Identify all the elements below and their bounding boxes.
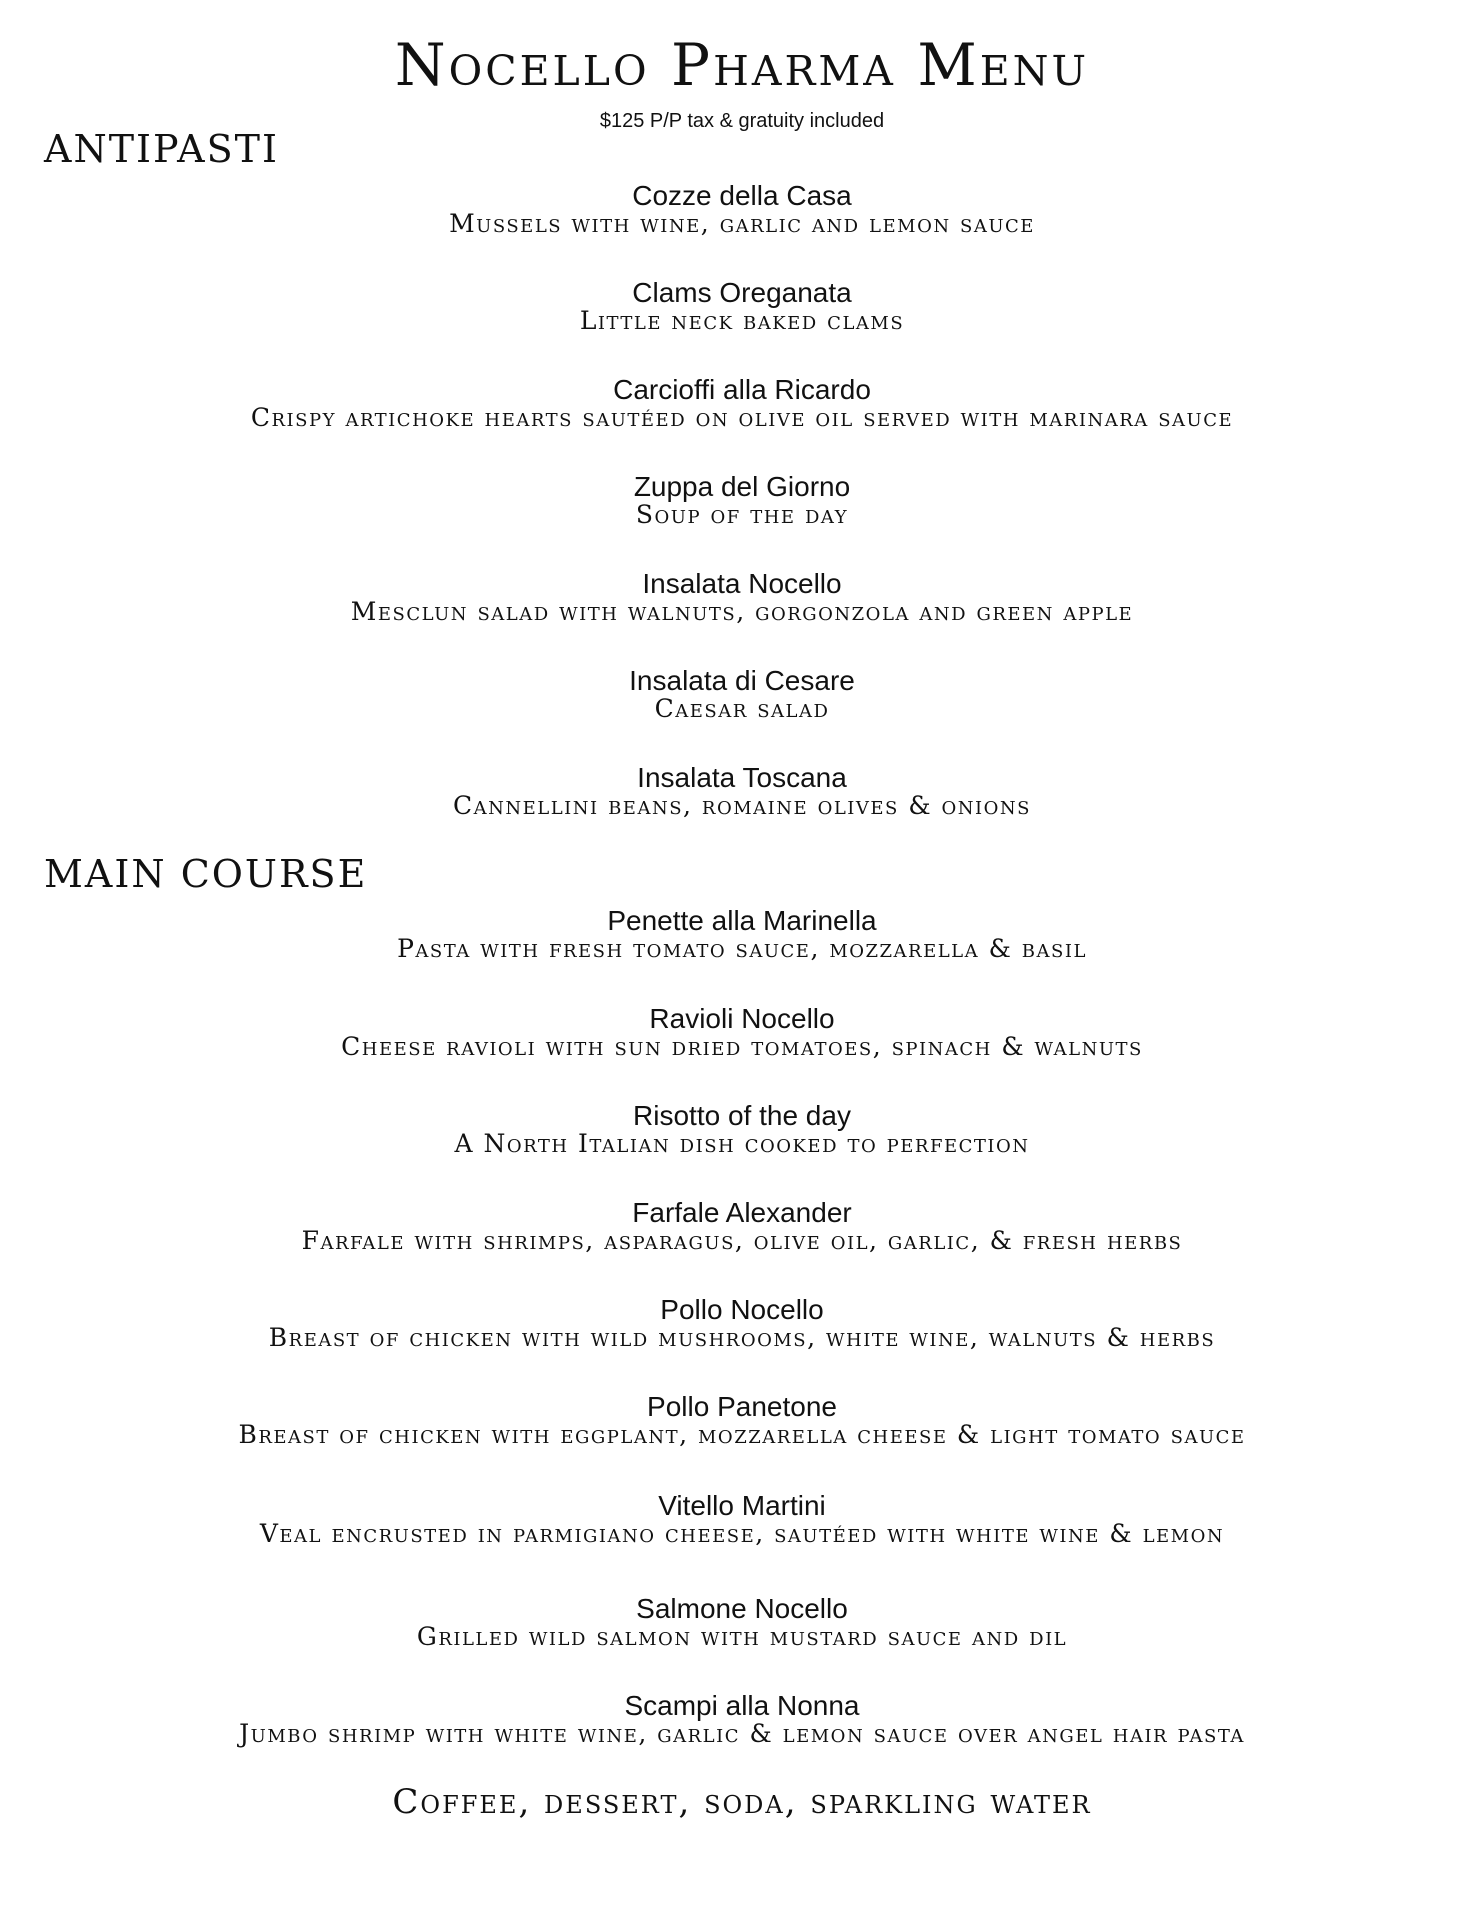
item-description: Cheese ravioli with sun dried tomatoes, spinach & walnuts (341, 1032, 1143, 1061)
item-name: Clams Oreganata (632, 277, 852, 308)
menu-item-risotto-of-the-day (0, 1100, 1484, 1158)
item-description: Jumbo shrimp with white wine, garlic & lemon sauce over angel hair pasta (239, 1719, 1245, 1748)
item-description: Little neck baked clams (579, 306, 905, 335)
menu-item-cozze-della-casa (0, 180, 1484, 238)
item-name: Zuppa del Giorno (633, 471, 851, 502)
item-name: Pollo Panetone (647, 1391, 837, 1422)
item-description: Pasta with fresh tomato sauce, mozzarella & basil (397, 934, 1087, 963)
item-name: Ravioli Nocello (649, 1003, 835, 1034)
menu-footer-inclusions: Coffee, dessert, soda, sparkling water (392, 1782, 1092, 1822)
item-name: Vitello Martini (658, 1490, 826, 1521)
menu-item-clams-oreganata (0, 277, 1484, 335)
section-heading-main-course: MAIN COURSE (44, 852, 368, 896)
item-description: Caesar salad (654, 694, 830, 723)
menu-item-penette-alla-marinella (0, 905, 1484, 963)
menu-item-carcioffi-alla-ricardo (0, 374, 1484, 432)
item-description: Soup of the day (635, 500, 849, 529)
item-name: Insalata Nocello (642, 568, 842, 599)
item-description: Mesclun salad with walnuts, gorgonzola and green apple (350, 597, 1134, 626)
item-name: Insalata di Cesare (629, 665, 855, 696)
menu-item-farfale-alexander (0, 1197, 1484, 1255)
item-name: Salmone Nocello (636, 1593, 848, 1624)
menu-item-zuppa-del-giorno (0, 471, 1484, 529)
item-description: Breast of chicken with wild mushrooms, white wine, walnuts & herbs (268, 1323, 1216, 1352)
menu-title: Nocello Pharma Menu (394, 31, 1090, 99)
item-description: Cannellini beans, romaine olives & onions (452, 791, 1031, 820)
price-note: $125 P/P tax & gratuity included (599, 110, 885, 132)
item-name: Insalata Toscana (637, 762, 847, 793)
menu-item-vitello-martini (0, 1490, 1484, 1548)
menu-item-ravioli-nocello (0, 1003, 1484, 1061)
item-description: Crispy artichoke hearts sautéed on olive oil served with marinara sauce (250, 403, 1234, 432)
item-name: Scampi alla Nonna (624, 1690, 860, 1721)
item-description: Grilled wild salmon with mustard sauce and dil (416, 1622, 1068, 1651)
menu-item-insalata-nocello (0, 568, 1484, 626)
item-description: Breast of chicken with eggplant, mozzarella cheese & light tomato sauce (238, 1420, 1246, 1449)
item-name: Cozze della Casa (632, 180, 852, 211)
item-name: Carcioffi alla Ricardo (613, 374, 871, 405)
item-description: Veal encrusted in parmigiano cheese, sautéed with white wine & lemon (259, 1519, 1225, 1548)
item-name: Penette alla Marinella (607, 905, 877, 936)
menu-item-pollo-panetone (0, 1391, 1484, 1449)
menu-item-insalata-di-cesare (0, 665, 1484, 723)
item-name: Risotto of the day (633, 1100, 851, 1131)
section-heading-antipasti: ANTIPASTI (44, 127, 279, 171)
item-name: Pollo Nocello (660, 1294, 824, 1325)
item-name: Farfale Alexander (632, 1197, 852, 1228)
item-description: Mussels with wine, garlic and lemon sauce (449, 209, 1035, 238)
menu-item-salmone-nocello (0, 1593, 1484, 1651)
menu-item-scampi-alla-nonna (0, 1690, 1484, 1748)
item-description: Farfale with shrimps, asparagus, olive oil, garlic, & fresh herbs (301, 1226, 1183, 1255)
item-description: A North Italian dish cooked to perfection (454, 1129, 1030, 1158)
menu-item-pollo-nocello (0, 1294, 1484, 1352)
menu-item-insalata-toscana (0, 762, 1484, 820)
